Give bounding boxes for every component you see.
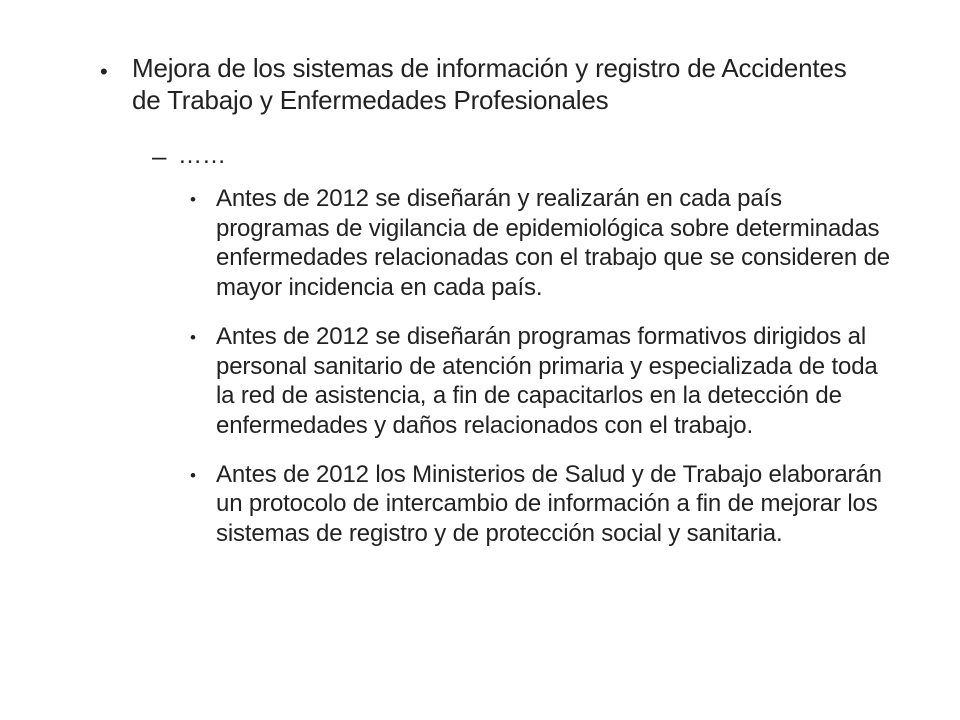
- dash-icon: –: [152, 141, 167, 171]
- main-bullet-item: [100, 52, 880, 116]
- list-item: [190, 184, 890, 303]
- list-item: [190, 460, 890, 549]
- bullet-icon: •: [190, 465, 196, 485]
- sub-bullet-item: [152, 140, 752, 172]
- main-bullet-text: Mejora de los sistemas de información y registro de Accidentes de Trabajo y Enfermedades Profesionales: [132, 53, 847, 115]
- list-item-text: Antes de 2012 los Ministerios de Salud y de Trabajo elaborarán un protocolo de intercambio de información a fin de mejorar los sistemas de registro y de protección social y sanitaria.: [216, 460, 882, 548]
- list-item-text: Antes de 2012 se diseñarán y realizarán en cada país programas de vigilancia de epidemiológica sobre determinadas enfermedades relacionadas con el trabajo que se consideren de mayor incidencia en cada país.: [216, 185, 890, 302]
- bullet-icon: •: [190, 190, 196, 209]
- bullet-icon: •: [190, 327, 196, 347]
- sub-bullet-text: ……: [178, 142, 226, 169]
- list-item: [190, 322, 890, 441]
- list-item-text: Antes de 2012 se diseñarán programas formativos dirigidos al personal sanitario de atención primaria y especializada de toda la red de asistencia, a fin de capacitarlos en la detección de enfermedades y daños relacionados con el trabajo.: [216, 322, 878, 439]
- bullet-icon: •: [100, 59, 108, 84]
- nested-bullet-list: [190, 184, 890, 568]
